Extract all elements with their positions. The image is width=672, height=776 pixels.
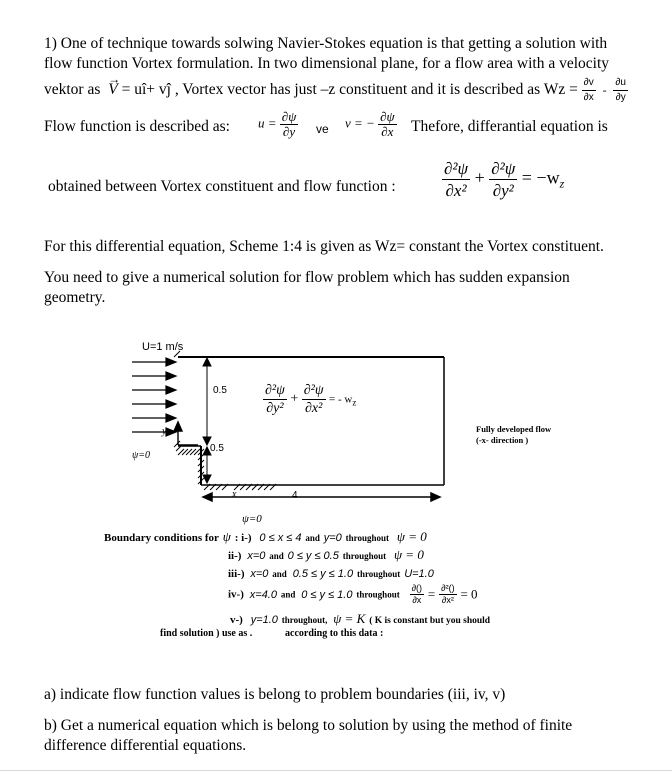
x-axis-label: x — [232, 489, 237, 500]
question-b-line-2: difference differential equations. — [44, 737, 247, 754]
ve-conjunction: ve — [316, 122, 329, 136]
therefore-text: Thefore, differantial equation is — [411, 118, 608, 135]
coordinate-axes — [174, 422, 198, 445]
velocity-vector: → V — [108, 72, 121, 99]
question-b-line-1: b) Get a numerical equation which is belong to solution by using the method of finite — [44, 717, 573, 734]
figure-equation: $\frac{\text{∂²ψ}}{\text{∂y²}}$ + $\frac{\text{∂²ψ}}{\text{∂x²}}$ = - $w_z$ — [265, 383, 357, 416]
fully-developed-label-2: (-x- direction ) — [476, 435, 529, 445]
vector-arrow-icon: → — [108, 72, 121, 87]
wz-term-dv-dx: $\frac{\partial v}{\partial x}$ — [583, 77, 594, 103]
need-line-1: You need to give a numerical solution for flow problem which has sudden expansion — [44, 269, 570, 286]
v-definition: v = − $\frac{\partial\psi}{\partial x}$ — [345, 109, 395, 139]
length-dimension — [203, 493, 440, 501]
question-a: a) indicate flow function values is belong to problem boundaries (iii, iv, v) — [44, 686, 506, 703]
psi-bottom-label: ψ=0 — [242, 513, 262, 525]
bc-row-ii: ii-) x=0 and 0 ≤ y ≤ 0.5 throughout ψ = 0 — [228, 547, 424, 562]
y-axis-label: y — [162, 426, 167, 437]
problem-line-2: flow function Vortex formulation. In two dimensional plane, for a flow area with a velocity — [44, 55, 610, 72]
bc-row-iii: iii-) x=0 and 0.5 ≤ y ≤ 1.0 throughout U=1.0 — [228, 568, 434, 580]
length-label: 4 — [292, 490, 298, 501]
bc-row-i: Boundary conditions for ψ : i-) 0 ≤ x ≤ 4 and y=0 throughout ψ = 0 — [104, 529, 427, 544]
u-definition: u = $\frac{\partial\psi}{\partial y}$ — [258, 109, 297, 139]
inlet-velocity-arrows — [132, 358, 176, 436]
flow-function-label: Flow function is described as: — [44, 118, 230, 135]
problem-line-1: 1) One of technique towards solwing Navier-Stokes equation is that getting a solution with — [44, 35, 608, 52]
bc-row-v: v-) y=1.0 throughout, ψ = K ( K is constant but you should — [230, 611, 491, 626]
fully-developed-label-1: Fully developed flow — [476, 424, 552, 434]
dimension-top-label: 0.5 — [213, 385, 227, 396]
bc-row-iv: iv-) x=4.0 and 0 ≤ y ≤ 1.0 throughout $\frac{\partial()}{\partial x}$ = $\frac{\text{∂²()}}{\text{∂x²}}$ = 0 — [228, 583, 478, 605]
dimension-bottom-label: 0.5 — [210, 443, 224, 454]
bc-according: according to this data : — [285, 628, 384, 639]
hatched-walls — [174, 351, 204, 484]
governing-equation: $\frac{\text{∂²ψ}}{\text{∂x²}}$ + $\frac{\text{∂²ψ}}{\text{∂y²}}$ = $-w_z$ — [444, 159, 565, 200]
vector-text-prefix: vektor as — [44, 81, 101, 99]
inlet-velocity-label: U=1 m/s — [142, 341, 184, 353]
obtained-text: obtained between Vortex constituent and flow function : — [48, 178, 396, 195]
need-line-2: geometry. — [44, 289, 106, 306]
wz-minus: - — [602, 83, 607, 98]
wz-term-du-dy: $\frac{\partial u}{\partial y}$ — [615, 77, 626, 103]
psi-left-label: ψ=0 — [132, 450, 150, 461]
dimension-top — [203, 358, 211, 445]
bc-find-solution: find solution ) use as . — [160, 628, 253, 639]
page-bottom-divider — [0, 770, 672, 771]
vector-text-body: = uî+ vĵ , Vortex vector has just –z constituent and it is described as Wz = — [121, 81, 578, 99]
scheme-text: For this differential equation, Scheme 1:4 is given as Wz= constant the Vortex constituent. — [44, 238, 604, 255]
